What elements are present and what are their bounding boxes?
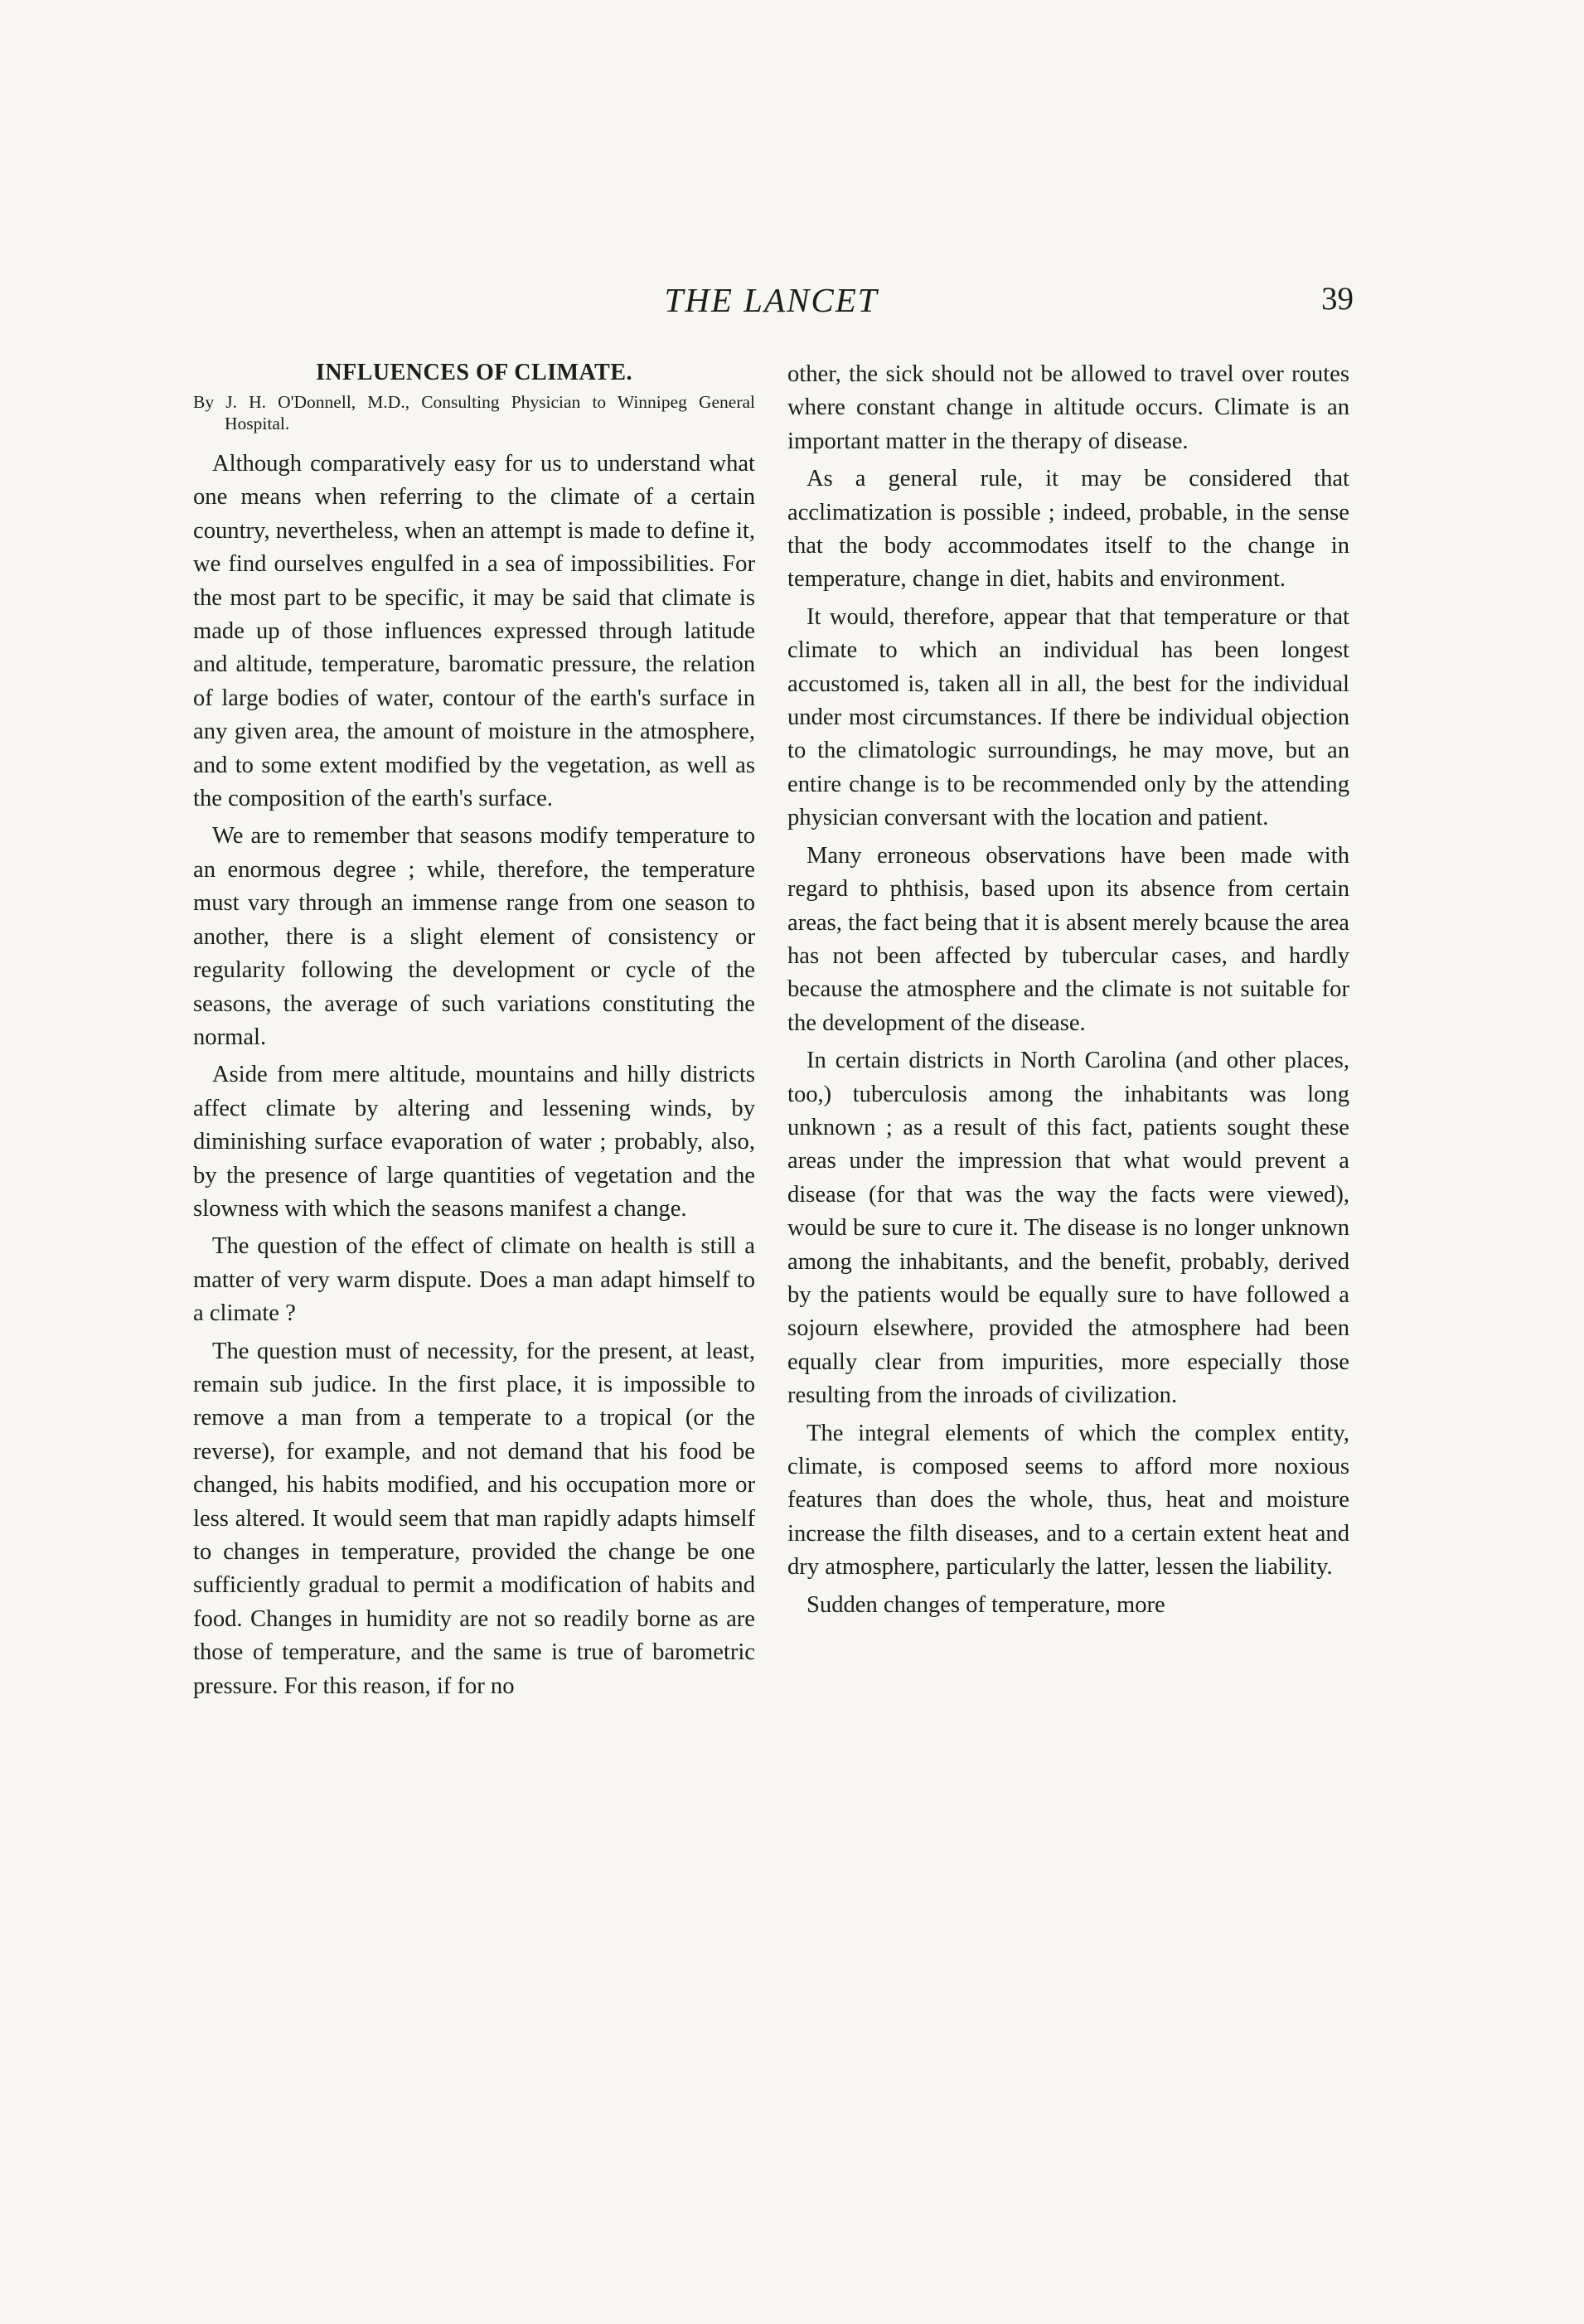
page-number: 39 <box>1321 281 1354 317</box>
paragraph: The integral elements of which the complex entity, climate, is composed seems to afford more noxious features than does the whole, thus, heat and moisture increase the filth diseases, and to a certain extent heat and dry atmosphere, particularly the latter, lessen the liability. <box>787 1420 1349 1581</box>
article-byline: By J. H. O'Donnell, M.D., Consulting Physician to Winnipeg General Hospital. <box>193 392 755 433</box>
paragraph: The question must of necessity, for the present, at least, remain sub judice. In the first place, it is impossible to remove a man from a temperate to a tropical (or the reverse), for example, and not demand that his food be changed, his habits modified, and his occupation more or less altered. It would seem that man rapidly adapts himself to changes in temperature, provided the change be one sufficiently gradual to permit a modification of habits and food. Changes in humidity are not so readily borne as are those of temperature, and the same is true of barometric pressure. For this reason, if for no <box>193 1338 755 1699</box>
paragraph: Although comparatively easy for us to understand what one means when referring to the climate of a certain country, nevertheless, when an attempt is made to define it, we find ourselves engulfed in a sea of impossibilities. For the most part to be specific, it may be said that climate is made up of those influences expressed through latitude and altitude, temperature, baromatic pressure, the relation of large bodies of water, contour of the earth's surface in any given area, the amount of moisture in the atmosphere, and to some extent modified by the vegetation, as well as the composition of the earth's surface. <box>193 451 755 812</box>
paragraph: We are to remember that seasons modify temperature to an enormous degree ; while, therefore, the temperature must vary through an immense range from one season to another, there is a slight element of consistency or regularity following the development or cycle of the seasons, the average of such variations constituting the normal. <box>193 823 755 1050</box>
right-column <box>787 358 1349 1626</box>
running-head <box>189 280 1354 330</box>
paragraph: The question of the effect of climate on health is still a matter of very warm dispute. Does a man adapt himself to a climate ? <box>193 1233 755 1327</box>
paragraph: Aside from mere altitude, mountains and hilly districts affect climate by altering and lessening winds, by diminishing surface evaporation of water ; probably, also, by the presence of large quantities of vegetation and the slowness with which the seasons manifest a change. <box>193 1062 755 1222</box>
paragraph: Many erroneous observations have been made with regard to phthisis, based upon its absence from certain areas, the fact being that it is absent merely bcause the area has not been affected by tubercular cases, and hardly because the atmosphere and the climate is not suitable for the development of the disease. <box>787 842 1349 1036</box>
article-title: INFLUENCES OF CLIMATE. <box>315 360 633 385</box>
paragraph: In certain districts in North Carolina (and other places, too,) tuberculosis among the inhabitants was long unknown ; as a result of this fact, patients sought these areas under the impression that what would prevent a disease (for that was the way the facts were viewed), would be sure to cure it. The disease is no longer unknown among the inhabitants, and the benefit, probably, derived by the patients would be equally sure to have followed a sojourn elsewhere, provided the atmosphere had been equally clear from impurities, more especially those resulting from the inroads of civilization. <box>787 1048 1349 1409</box>
paragraph: It would, therefore, appear that that temperature or that climate to which an individual has been longest accustomed is, taken all in all, the best for the individual under most circumstances. If there be individual objection to the climatologic surroundings, he may move, but an entire change is to be recommended only by the attending physician conversant with the location and patient. <box>787 603 1349 831</box>
left-column <box>193 358 755 1707</box>
paragraph-continuation: other, the sick should not be allowed to travel over routes where constant change in altitude occurs. Climate is an important matter in the therapy of disease. <box>787 361 1349 454</box>
paragraph: Sudden changes of temperature, more <box>807 1591 1165 1618</box>
journal-title: THE LANCET <box>664 281 879 319</box>
paragraph: As a general rule, it may be considered that acclimatization is possible ; indeed, probable, in the sense that the body accommodates itself to the change in temperature, change in diet, habits and environment. <box>787 466 1349 593</box>
